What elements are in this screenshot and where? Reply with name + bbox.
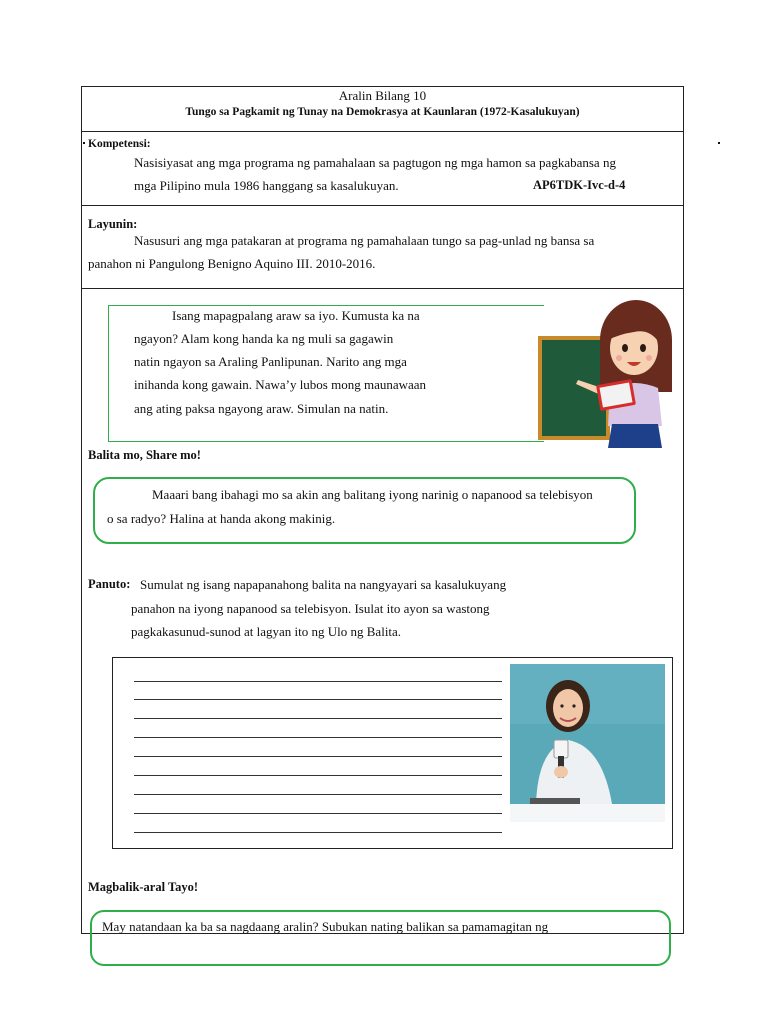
lesson-title: Tungo sa Pagkamit ng Tunay na Demokrasya at Kaunlaran (1972-Kasalukuyan)	[185, 106, 580, 118]
balik-aral-line1: May natandaan ka ba sa nagdaang aralin? Subukan nating balikan sa pamamagitan ng	[102, 919, 549, 934]
kompetensi-line1: Nasisiyasat ang mga programa ng pamahalaan sa pagtugon ng mga hamon sa pagkabansa ng	[134, 155, 616, 170]
layunin-line2: panahon ni Pangulong Benigno Aquino III. 2010-2016.	[88, 256, 376, 271]
writing-line[interactable]	[134, 756, 502, 757]
writing-line[interactable]	[134, 699, 502, 700]
bullet-dot	[83, 142, 85, 144]
balita-line2: o sa radyo? Halina at handa akong makinig.	[107, 511, 336, 526]
divider	[81, 131, 684, 132]
kompetensi-label: Kompetensi:	[88, 138, 151, 150]
teacher-illustration	[538, 296, 680, 448]
balik-aral-heading: Magbalik-aral Tayo!	[88, 880, 199, 894]
greeting-line: Isang mapagpalang araw sa iyo. Kumusta ka na	[172, 308, 420, 323]
greeting-line: inihanda kong gawain. Nawa’y lubos mong maunawaan	[134, 377, 427, 392]
panuto-line2: panahon na iyong napanood sa telebisyon. Isulat ito ayon sa wastong	[131, 601, 490, 616]
panuto-label: Panuto:	[88, 577, 131, 591]
layunin-line1: Nasusuri ang mga patakaran at programa ng pamahalaan tungo sa pag-unlad ng bansa sa	[134, 233, 595, 248]
writing-line[interactable]	[134, 813, 502, 814]
panuto-line1: Sumulat ng isang napapanahong balita na nangyayari sa kasalukuyang	[140, 577, 507, 592]
kompetensi-line2: mga Pilipino mula 1986 hanggang sa kasalukuyan.	[134, 178, 399, 193]
greeting-line: natin ngayon sa Araling Panlipunan. Narito ang mga	[134, 354, 407, 369]
divider	[81, 205, 684, 206]
panuto-line3: pagkakasunud-sunod at lagyan ito ng Ulo ng Balita.	[131, 624, 402, 639]
bullet-dot	[718, 142, 720, 144]
writing-line[interactable]	[134, 718, 502, 719]
greeting-line: ngayon? Alam kong handa ka ng muli sa gagawin	[134, 331, 394, 346]
layunin-label: Layunin:	[88, 217, 138, 231]
writing-line[interactable]	[134, 775, 502, 776]
divider	[81, 288, 684, 289]
news-reporter-image	[510, 664, 665, 822]
writing-line[interactable]	[134, 832, 502, 833]
greeting-line: ang ating paksa ngayong araw. Simulan na natin.	[134, 401, 389, 416]
lesson-number: Aralin Bilang 10	[338, 88, 427, 103]
writing-line[interactable]	[134, 737, 502, 738]
balita-line1: Maaari bang ibahagi mo sa akin ang balitang iyong narinig o napanood sa telebisyon	[152, 487, 593, 502]
kompetensi-code: AP6TDK-Ivc-d-4	[533, 178, 626, 192]
greeting-box	[108, 305, 544, 442]
balita-heading: Balita mo, Share mo!	[88, 448, 201, 462]
writing-line[interactable]	[134, 794, 502, 795]
writing-line[interactable]	[134, 681, 502, 682]
